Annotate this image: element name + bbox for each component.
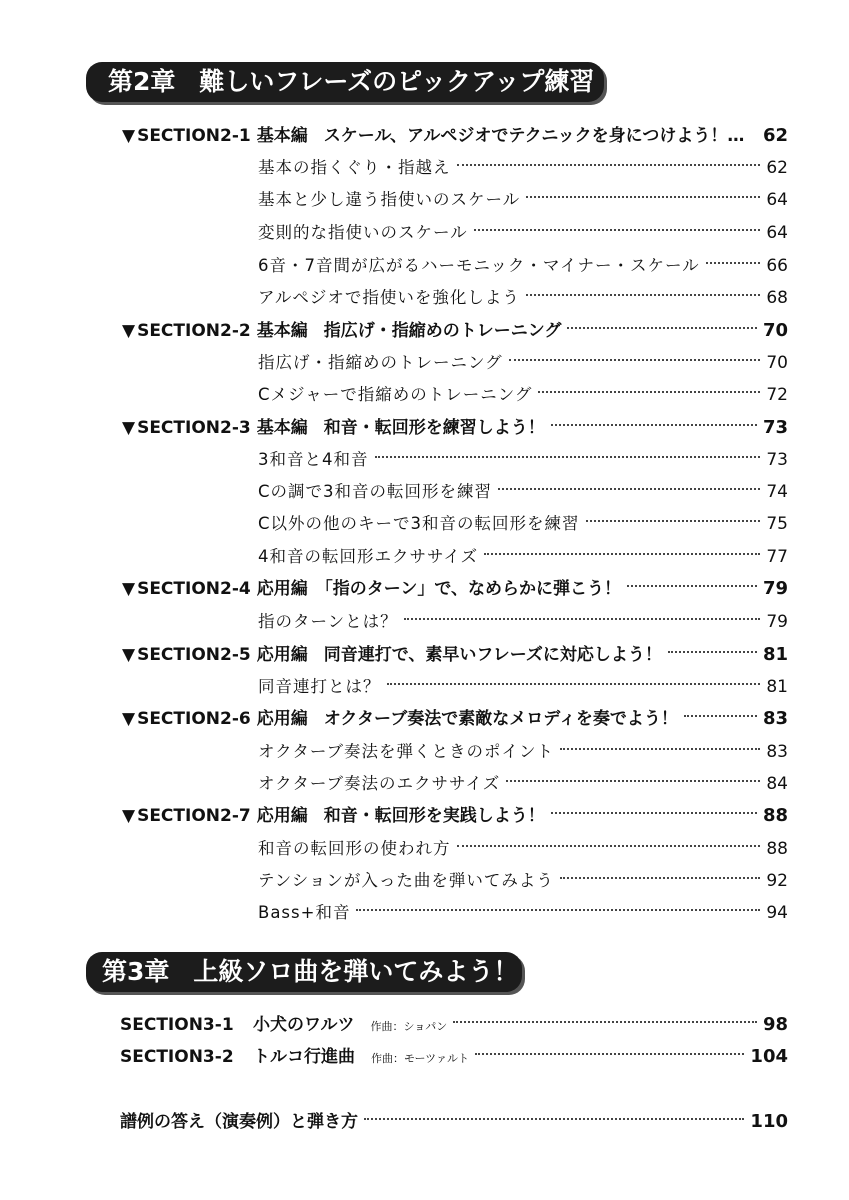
toc-item-row[interactable] xyxy=(258,251,788,281)
item-title: 基本の指くぐり・指越え xyxy=(258,158,451,177)
page-number: 62 xyxy=(762,125,788,146)
triangle-marker-icon: ▼ xyxy=(122,806,136,826)
toc-item-row[interactable] xyxy=(258,445,788,475)
section-kind: 基本編 xyxy=(256,126,308,146)
page-number: 75 xyxy=(766,514,788,534)
section-title: オクターブ奏法で素敵なメロディを奏でよう！ xyxy=(323,709,678,729)
dot-leader xyxy=(457,164,761,166)
page-number: 98 xyxy=(762,1014,788,1035)
triangle-marker-icon: ▼ xyxy=(122,579,136,599)
section-kind: 基本編 xyxy=(256,418,308,438)
dot-leader xyxy=(668,651,757,653)
page-number: 81 xyxy=(766,677,788,697)
toc-item-row[interactable] xyxy=(258,185,788,215)
dot-leader xyxy=(551,424,757,426)
toc-item-row[interactable] xyxy=(258,283,788,313)
toc-section-row[interactable] xyxy=(122,801,788,831)
dot-leader xyxy=(506,780,760,782)
chapter-3-banner xyxy=(86,952,522,992)
dot-leader xyxy=(457,845,761,847)
toc-item-row[interactable] xyxy=(258,898,788,928)
page-number: 64 xyxy=(766,190,788,210)
section-code: SECTION2-6 xyxy=(137,709,251,729)
dot-leader xyxy=(560,748,760,750)
item-title: 指広げ・指縮めのトレーニング xyxy=(258,353,503,372)
section-kind: 応用編 xyxy=(256,579,308,599)
dot-leader xyxy=(684,715,757,717)
item-title: 6音・7音間が広がるハーモニック・マイナー・スケール xyxy=(258,256,700,275)
toc-item-row[interactable] xyxy=(258,477,788,507)
chapter-title: 上級ソロ曲を弾いてみよう！ xyxy=(193,957,519,986)
item-title: 和音の転回形の使われ方 xyxy=(258,839,451,858)
item-title: アルペジオで指使いを強化しよう xyxy=(258,288,520,307)
page-number: 83 xyxy=(766,742,788,762)
page-number: 70 xyxy=(766,353,788,373)
section-title: 和音・転回形を実践しよう！ xyxy=(323,806,545,826)
section-title: 指広げ・指縮めのトレーニング xyxy=(323,321,562,341)
dot-leader xyxy=(706,262,761,264)
item-title: Cメジャーで指縮めのトレーニング xyxy=(258,385,533,404)
dot-leader xyxy=(387,683,761,685)
item-title: 4和音の転回形エクササイズ xyxy=(258,547,479,566)
triangle-marker-icon: ▼ xyxy=(122,126,136,146)
page-number: 73 xyxy=(762,417,788,438)
toc-item-row[interactable] xyxy=(258,380,788,410)
toc-piece-row[interactable] xyxy=(120,1042,788,1072)
toc-section-row[interactable] xyxy=(122,640,788,670)
page-number: 79 xyxy=(766,612,788,632)
chapter-number: 第3章 xyxy=(102,957,170,986)
toc-item-row[interactable] xyxy=(258,153,788,183)
item-title: オクターブ奏法を弾くときのポイント xyxy=(258,742,555,761)
toc-piece-row[interactable] xyxy=(120,1010,788,1040)
section-kind: 応用編 xyxy=(256,806,308,826)
page-number: 92 xyxy=(766,871,788,891)
page-number: 64 xyxy=(766,223,788,243)
dot-leader xyxy=(375,456,761,458)
item-title: 3和音と4和音 xyxy=(258,450,369,469)
triangle-marker-icon: ▼ xyxy=(122,709,136,729)
toc-appendix-row[interactable] xyxy=(120,1107,788,1137)
item-title: 指のターンとは？ xyxy=(258,612,398,631)
triangle-marker-icon: ▼ xyxy=(122,321,136,341)
toc-section-row[interactable] xyxy=(122,121,788,151)
page-number: 74 xyxy=(766,482,788,502)
section-title: 同音連打で、素早いフレーズに対応しよう！ xyxy=(323,645,662,665)
section-title: スケール、アルペジオでテクニックを身につけよう！… xyxy=(323,126,745,146)
section-code: SECTION3-1 xyxy=(120,1015,234,1035)
section-code: SECTION2-3 xyxy=(137,418,251,438)
dot-leader xyxy=(560,877,760,879)
dot-leader xyxy=(627,585,757,587)
dot-leader xyxy=(474,229,761,231)
toc-item-row[interactable] xyxy=(258,834,788,864)
dot-leader xyxy=(509,359,761,361)
section-title: 和音・転回形を練習しよう！ xyxy=(323,418,545,438)
chapter-title: 難しいフレーズのピックアップ練習 xyxy=(199,67,595,96)
section-kind: 応用編 xyxy=(256,645,308,665)
section-code: SECTION2-7 xyxy=(137,806,251,826)
item-title: C以外の他のキーで3和音の転回形を練習 xyxy=(258,514,580,533)
triangle-marker-icon: ▼ xyxy=(122,645,136,665)
dot-leader xyxy=(551,812,757,814)
page-number: 83 xyxy=(762,708,788,729)
page-number: 110 xyxy=(750,1111,788,1132)
page-number: 81 xyxy=(762,644,788,665)
page-number: 88 xyxy=(766,839,788,859)
triangle-marker-icon: ▼ xyxy=(122,418,136,438)
toc-section-row[interactable] xyxy=(122,316,788,346)
page-number: 66 xyxy=(766,256,788,276)
piece-title: トルコ行進曲 xyxy=(253,1047,355,1067)
toc-item-row[interactable] xyxy=(258,607,788,637)
page-number: 62 xyxy=(766,158,788,178)
toc-item-row[interactable] xyxy=(258,542,788,572)
section-code: SECTION2-1 xyxy=(137,126,251,146)
toc-item-row[interactable] xyxy=(258,866,788,896)
piece-title: 小犬のワルツ xyxy=(253,1015,355,1035)
toc-section-row[interactable] xyxy=(122,413,788,443)
toc-item-row[interactable] xyxy=(258,737,788,767)
item-title: Bass+和音 xyxy=(258,903,351,922)
dot-leader xyxy=(484,553,760,555)
section-kind: 応用編 xyxy=(256,709,308,729)
dot-leader xyxy=(475,1053,744,1055)
item-title: 基本と少し違う指使いのスケール xyxy=(258,190,521,209)
page-number: 84 xyxy=(766,774,788,794)
section-code: SECTION2-5 xyxy=(137,645,251,665)
toc-section-row[interactable] xyxy=(122,574,788,604)
page-number: 79 xyxy=(762,578,788,599)
dot-leader xyxy=(526,196,760,198)
toc-item-row[interactable] xyxy=(258,509,788,539)
page-number: 77 xyxy=(766,547,788,567)
dot-leader xyxy=(567,327,757,329)
toc-item-row[interactable] xyxy=(258,218,788,248)
section-code: SECTION2-4 xyxy=(137,579,251,599)
dot-leader xyxy=(364,1118,744,1120)
dot-leader xyxy=(404,618,761,620)
section-kind: 基本編 xyxy=(256,321,308,341)
toc-item-row[interactable] xyxy=(258,672,788,702)
page-number: 88 xyxy=(762,805,788,826)
page-number: 68 xyxy=(766,288,788,308)
page-number: 70 xyxy=(762,320,788,341)
item-title: テンションが入った曲を弾いてみよう xyxy=(258,871,554,890)
composer-label: 作曲：ショパン xyxy=(370,1020,448,1033)
item-title: オクターブ奏法のエクササイズ xyxy=(258,774,501,793)
toc-section-row[interactable] xyxy=(122,704,788,734)
toc-item-row[interactable] xyxy=(258,769,788,799)
section-title: 「指のターン」で、なめらかに弾こう！ xyxy=(315,579,622,599)
item-title: Cの調で3和音の転回形を練習 xyxy=(258,482,493,501)
section-code: SECTION3-2 xyxy=(120,1047,234,1067)
dot-leader xyxy=(586,520,761,522)
dot-leader xyxy=(453,1021,757,1023)
item-title: 同音連打とは？ xyxy=(258,677,381,696)
chapter-number: 第2章 xyxy=(108,67,176,96)
page-number: 73 xyxy=(766,450,788,470)
dot-leader xyxy=(498,488,760,490)
item-title: 変則的な指使いのスケール xyxy=(258,223,468,242)
appendix-title: 譜例の答え（演奏例）と弾き方 xyxy=(120,1112,358,1132)
page-number: 104 xyxy=(750,1046,788,1067)
page-number: 94 xyxy=(766,903,788,923)
section-code: SECTION2-2 xyxy=(137,321,251,341)
chapter-2-banner xyxy=(86,62,604,102)
page-number: 72 xyxy=(766,385,788,405)
dot-leader xyxy=(526,294,761,296)
dot-leader xyxy=(356,909,760,911)
toc-item-row[interactable] xyxy=(258,348,788,378)
composer-label: 作曲：モーツァルト xyxy=(371,1052,470,1065)
dot-leader xyxy=(538,391,760,393)
